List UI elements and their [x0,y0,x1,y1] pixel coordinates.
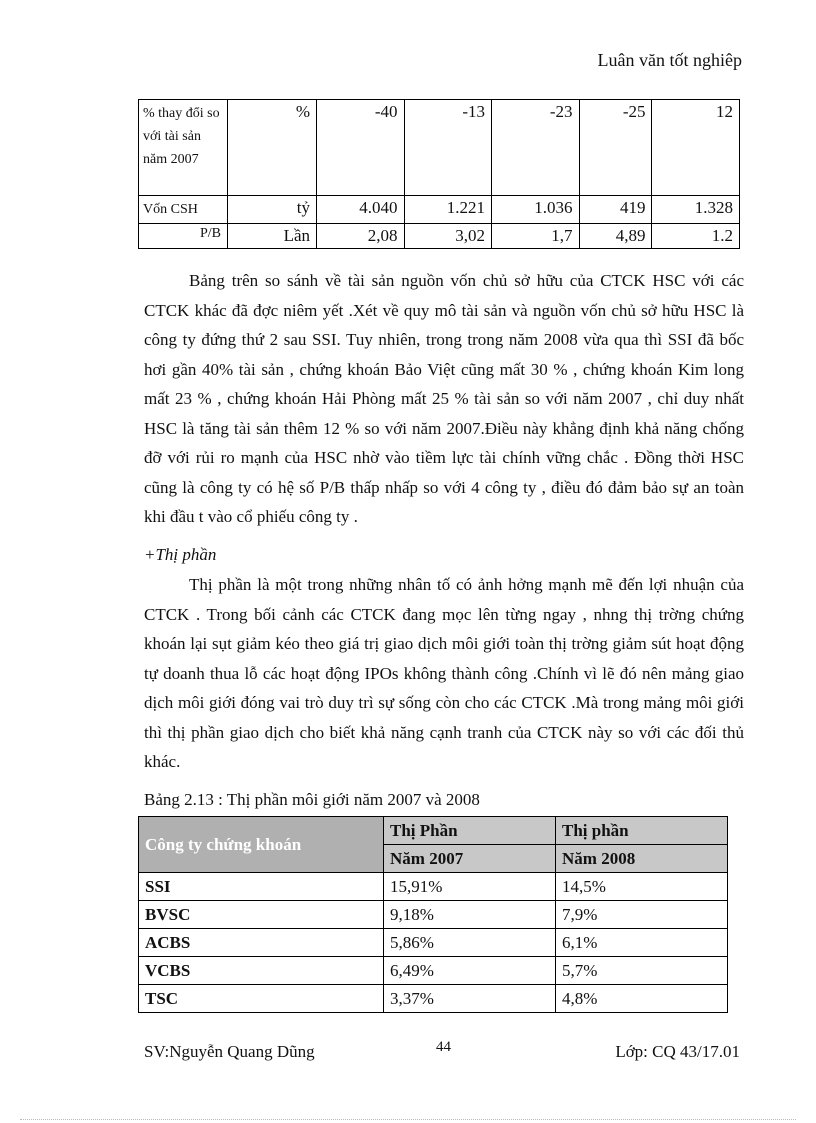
cell-value: 1.328 [652,196,740,224]
header-title: Luân văn tốt nghiêp [597,50,742,70]
table-row [139,196,740,224]
share-2008: 14,5% [556,873,728,901]
cell-value: 3,02 [404,224,492,249]
cell-value: 2,08 [317,224,405,249]
comparison-table [138,99,740,249]
cell-value: 12 [652,100,740,196]
row-unit: Lần [228,224,317,249]
row-label: P/B [139,224,228,249]
share-2008: 6,1% [556,929,728,957]
page-number: 44 [436,1039,451,1055]
cell-value: -23 [492,100,580,196]
cell-value: 1.2 [652,224,740,249]
table-row [139,985,728,1013]
row-unit: tỷ [228,196,317,224]
cell-value: 4,89 [579,224,652,249]
share-2008: 4,8% [556,985,728,1013]
cell-value: 1.036 [492,196,580,224]
share-2007: 9,18% [384,901,556,929]
share-2008: 7,9% [556,901,728,929]
share-2008: 5,7% [556,957,728,985]
share-2007: 15,91% [384,873,556,901]
cell-value: 1.221 [404,196,492,224]
share-2007: 3,37% [384,985,556,1013]
cell-value: -40 [317,100,405,196]
table-row [139,873,728,901]
table-row [139,100,740,196]
table-row [139,901,728,929]
company-name: ACBS [139,929,384,957]
section-title: +Thị phần [144,545,217,564]
cell-value: -25 [579,100,652,196]
row-label: Vốn CSH [139,196,228,224]
header-share-2008: Thị phần [556,817,728,845]
company-name: SSI [139,873,384,901]
cell-value: 1,7 [492,224,580,249]
table-caption: Bảng 2.13 : Thị phần môi giới năm 2007 và 2008 [144,790,480,809]
share-2007: 6,49% [384,957,556,985]
body-paragraph: Bảng trên so sánh về tài sản nguồn vốn chủ sở hữu của CTCK HSC với các CTCK khác đã đợc niêm yết .Xét về quy mô tài sản và nguồn vốn chủ sở hữu HSC là công ty đứng thứ 2 sau SSI. Tuy nhiên, trong trong năm 2008 vừa qua thì SSI đã bốc hơi gần 40% tài sản , chứng khoán Bảo Việt cũng mất 30 % , chứng khoán Kim long mất 23 % , chứng khoán Hải Phòng mất 25 % tài sản so với năm 2007 , chỉ duy nhất HSC là tăng tài sản thêm 12 % so với năm 2007.Điều này khẳng định khả năng chống đỡ với rủi ro mạnh của HSC nhờ vào tiềm lực tài chính vững chắc . Đồng thời HSC cũng là công ty có hệ số P/B thấp nhấp so với 4 công ty , điều đó đảm bảo sự an toàn khi đầu t vào cổ phiếu công ty . [144,271,744,526]
share-2007: 5,86% [384,929,556,957]
footer-class: Lớp: CQ 43/17.01 [615,1042,740,1061]
table-row [139,957,728,985]
table-row [139,224,740,249]
company-name: TSC [139,985,384,1013]
header-share-2007: Thị Phần [384,817,556,845]
header-year-2008: Năm 2008 [556,845,728,873]
table-row [139,929,728,957]
market-share-table [138,816,728,1013]
company-name: VCBS [139,957,384,985]
divider [20,1119,796,1120]
footer-student: SV:Nguyễn Quang Dũng [144,1042,315,1061]
cell-value: 4.040 [317,196,405,224]
cell-value: 419 [579,196,652,224]
cell-value: -13 [404,100,492,196]
body-paragraph: Thị phần là một trong những nhân tố có ảnh hởng mạnh mẽ đến lợi nhuận của CTCK . Trong bối cảnh các CTCK đang mọc lên từng ngay , nhng thị trờng chứng khoán lại sụt giảm kéo theo giá trị giao dịch môi giới toàn thị trờng giảm sút hoạt động tự doanh thua lỗ các hoạt động IPOs không thành công .Chính vì lẽ đó nên mảng giao dịch môi giới đóng vai trò duy trì sự sống còn cho các CTCK .Mà trong mảng môi giới thì thị phần giao dịch cho biết khả năng cạnh tranh của CTCK này so với các đối thủ khác. [144,575,744,771]
row-label: % thay đổi so với tài sản năm 2007 [139,100,228,196]
row-unit: % [228,100,317,196]
company-name: BVSC [139,901,384,929]
header-company: Công ty chứng khoán [139,817,384,873]
header-row [139,817,728,845]
header-year-2007: Năm 2007 [384,845,556,873]
